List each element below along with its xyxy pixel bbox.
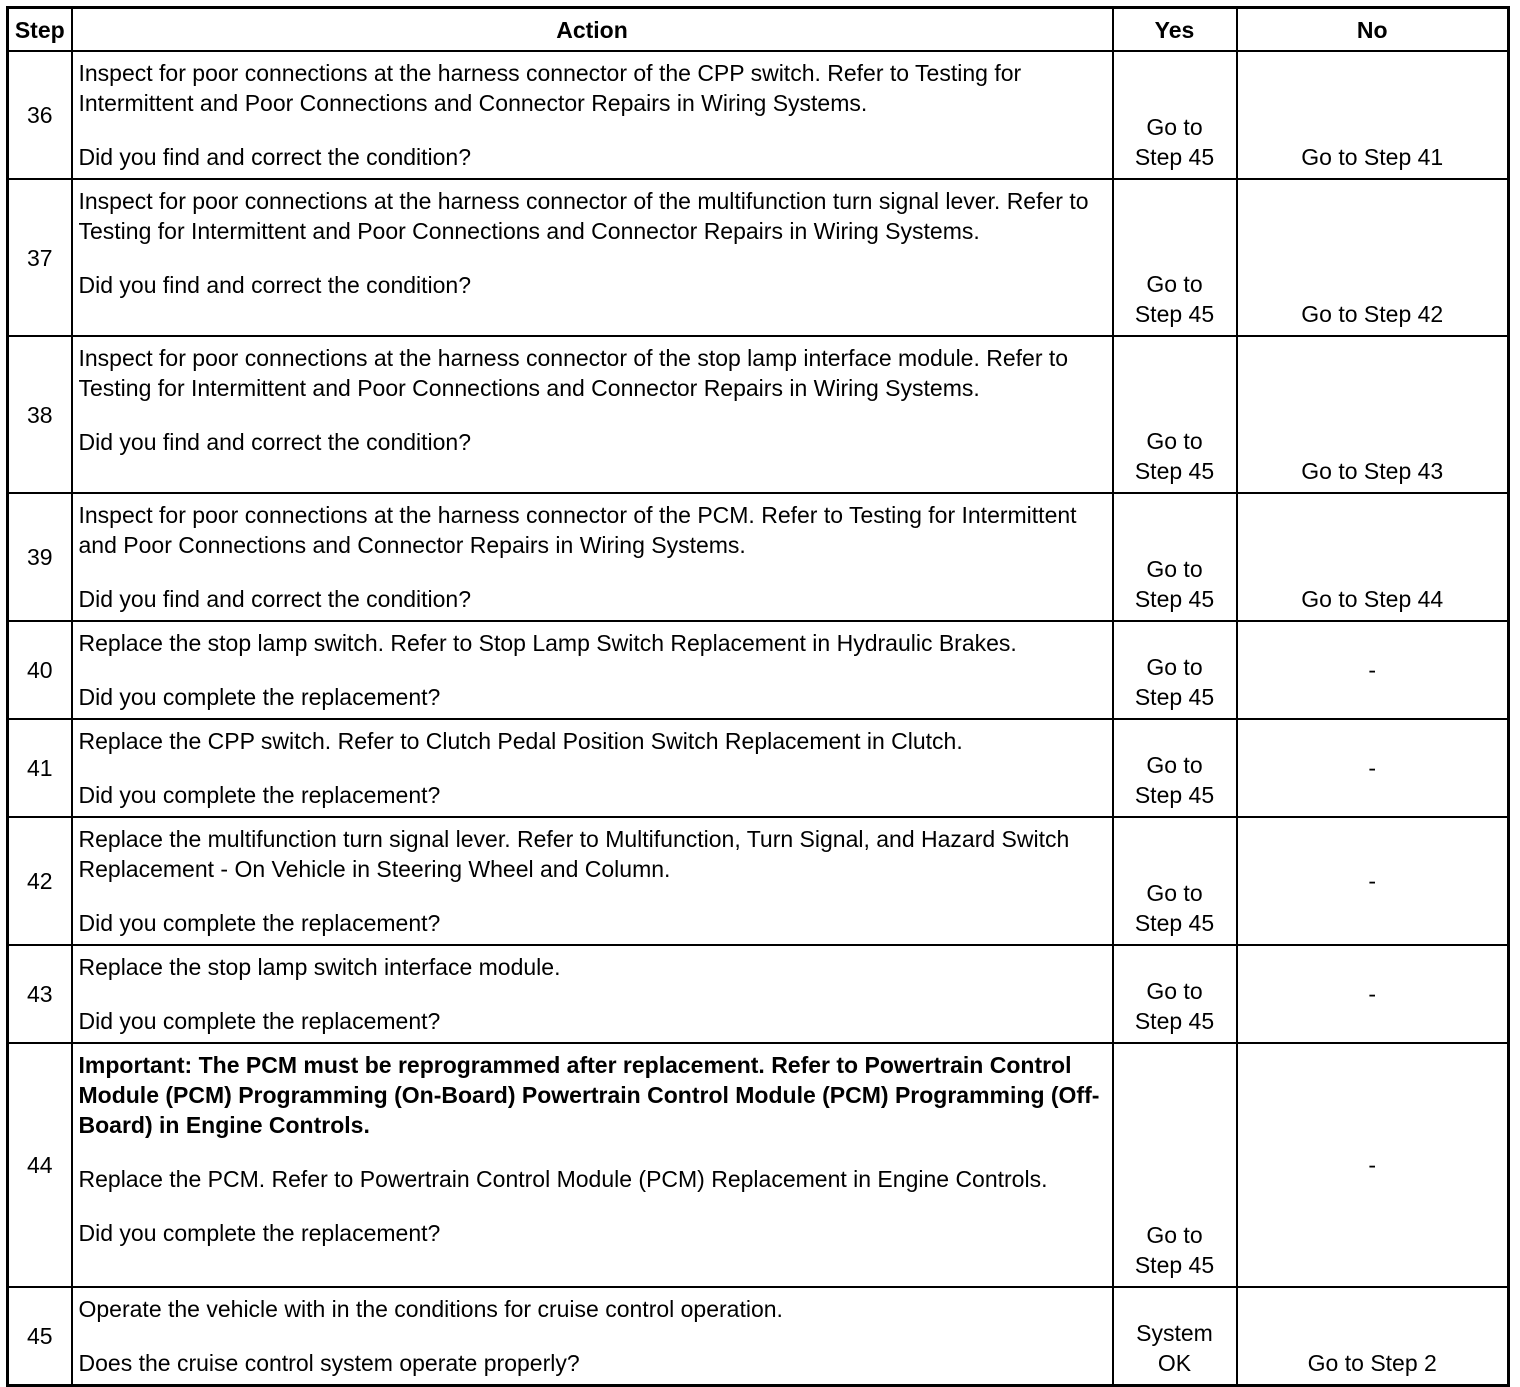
action-text: Inspect for poor connections at the harness connector of the multifunction turn signal lever. Refer to Testing for Intermittent and Poor Connections and Connector Repairs in Wiring Systems. xyxy=(78,188,1089,244)
step-number: 40 xyxy=(8,621,72,719)
action-text: Replace the CPP switch. Refer to Clutch Pedal Position Switch Replacement in Clutch. xyxy=(78,728,963,754)
step-number: 45 xyxy=(8,1287,72,1386)
no-cell: - xyxy=(1237,719,1509,817)
step-number: 36 xyxy=(8,51,72,179)
action-question: Did you find and correct the condition? xyxy=(78,144,472,170)
action-question: Did you find and correct the condition? xyxy=(78,586,472,612)
action-text: Inspect for poor connections at the harness connector of the stop lamp interface module. Refer to Testing for Intermittent and Poor Connections and Connector Repairs in Wiring Systems. xyxy=(78,345,1069,401)
action-question: Did you find and correct the condition? xyxy=(78,272,472,298)
table-row xyxy=(8,51,1509,179)
action-question: Did you find and correct the condition? xyxy=(78,429,472,455)
action-text: Inspect for poor connections at the harness connector of the PCM. Refer to Testing for Intermittent and Poor Connections and Connector Repairs in Wiring Systems. xyxy=(78,502,1077,558)
header-action: Action xyxy=(72,8,1113,52)
action-question: Did you complete the replacement? xyxy=(78,910,441,936)
no-cell: Go to Step 43 xyxy=(1237,336,1509,493)
action-question: Did you complete the replacement? xyxy=(78,1220,441,1246)
yes-cell xyxy=(1113,336,1237,493)
step-number: 43 xyxy=(8,945,72,1043)
table-row xyxy=(8,1287,1509,1386)
no-cell: Go to Step 41 xyxy=(1237,51,1509,179)
no-cell: - xyxy=(1237,945,1509,1043)
action-cell xyxy=(72,817,1113,945)
header-yes: Yes xyxy=(1113,8,1237,52)
step-number: 37 xyxy=(8,179,72,336)
yes-cell xyxy=(1113,945,1237,1043)
table-row xyxy=(8,336,1509,493)
action-cell xyxy=(72,51,1113,179)
important-note: Important: The PCM must be reprogrammed after replacement. Refer to Powertrain Control Module (PCM) Programming (On-Board) Powertrain Control Module (PCM) Programming (Off-Board) in Engine Controls. xyxy=(78,1052,1100,1138)
yes-text: System OK xyxy=(1136,1320,1213,1376)
yes-cell xyxy=(1113,1287,1237,1386)
step-number: 42 xyxy=(8,817,72,945)
yes-cell xyxy=(1113,1043,1237,1287)
action-cell xyxy=(72,336,1113,493)
action-cell xyxy=(72,1043,1113,1287)
yes-text: Go to Step 45 xyxy=(1134,752,1215,808)
table-row xyxy=(8,493,1509,621)
step-number: 39 xyxy=(8,493,72,621)
yes-text: Go to Step 45 xyxy=(1134,271,1215,327)
yes-cell xyxy=(1113,719,1237,817)
action-text: Replace the stop lamp switch interface module. xyxy=(78,954,561,980)
yes-text: Go to Step 45 xyxy=(1134,880,1215,936)
table-row xyxy=(8,621,1509,719)
action-cell xyxy=(72,179,1113,336)
header-no: No xyxy=(1237,8,1509,52)
no-cell: - xyxy=(1237,621,1509,719)
step-number: 41 xyxy=(8,719,72,817)
no-cell: - xyxy=(1237,817,1509,945)
action-question: Does the cruise control system operate properly? xyxy=(78,1350,580,1376)
yes-text: Go to Step 45 xyxy=(1134,556,1215,612)
action-question: Did you complete the replacement? xyxy=(78,684,441,710)
table-row xyxy=(8,945,1509,1043)
action-question: Did you complete the replacement? xyxy=(78,1008,441,1034)
step-number: 38 xyxy=(8,336,72,493)
yes-cell xyxy=(1113,621,1237,719)
yes-text: Go to Step 45 xyxy=(1134,654,1215,710)
table-row xyxy=(8,719,1509,817)
yes-cell xyxy=(1113,51,1237,179)
action-cell xyxy=(72,493,1113,621)
header-row xyxy=(8,8,1509,52)
action-text: Inspect for poor connections at the harness connector of the CPP switch. Refer to Testing for Intermittent and Poor Connections and Connector Repairs in Wiring Systems. xyxy=(78,60,1022,116)
table-row xyxy=(8,1043,1509,1287)
yes-text: Go to Step 45 xyxy=(1134,114,1215,170)
action-text: Operate the vehicle with in the conditions for cruise control operation. xyxy=(78,1296,783,1322)
step-number: 44 xyxy=(8,1043,72,1287)
yes-text: Go to Step 45 xyxy=(1134,428,1215,484)
no-cell: Go to Step 44 xyxy=(1237,493,1509,621)
yes-text: Go to Step 45 xyxy=(1134,1222,1215,1278)
yes-cell xyxy=(1113,493,1237,621)
action-cell xyxy=(72,719,1113,817)
no-cell: - xyxy=(1237,1043,1509,1287)
action-text: Replace the stop lamp switch. Refer to Stop Lamp Switch Replacement in Hydraulic Brakes. xyxy=(78,630,1017,656)
action-text: Replace the multifunction turn signal lever. Refer to Multifunction, Turn Signal, and Hazard Switch Replacement - On Vehicle in Steering Wheel and Column. xyxy=(78,826,1070,882)
table-row xyxy=(8,179,1509,336)
action-question: Did you complete the replacement? xyxy=(78,782,441,808)
action-text: Replace the PCM. Refer to Powertrain Control Module (PCM) Replacement in Engine Controls. xyxy=(78,1166,1048,1192)
header-step: Step xyxy=(8,8,72,52)
table-row xyxy=(8,817,1509,945)
yes-cell xyxy=(1113,817,1237,945)
yes-text: Go to Step 45 xyxy=(1134,978,1215,1034)
action-cell xyxy=(72,1287,1113,1386)
no-cell: Go to Step 42 xyxy=(1237,179,1509,336)
diagnostic-steps-table xyxy=(6,6,1510,1387)
no-cell: Go to Step 2 xyxy=(1237,1287,1509,1386)
action-cell xyxy=(72,621,1113,719)
action-cell xyxy=(72,945,1113,1043)
yes-cell xyxy=(1113,179,1237,336)
